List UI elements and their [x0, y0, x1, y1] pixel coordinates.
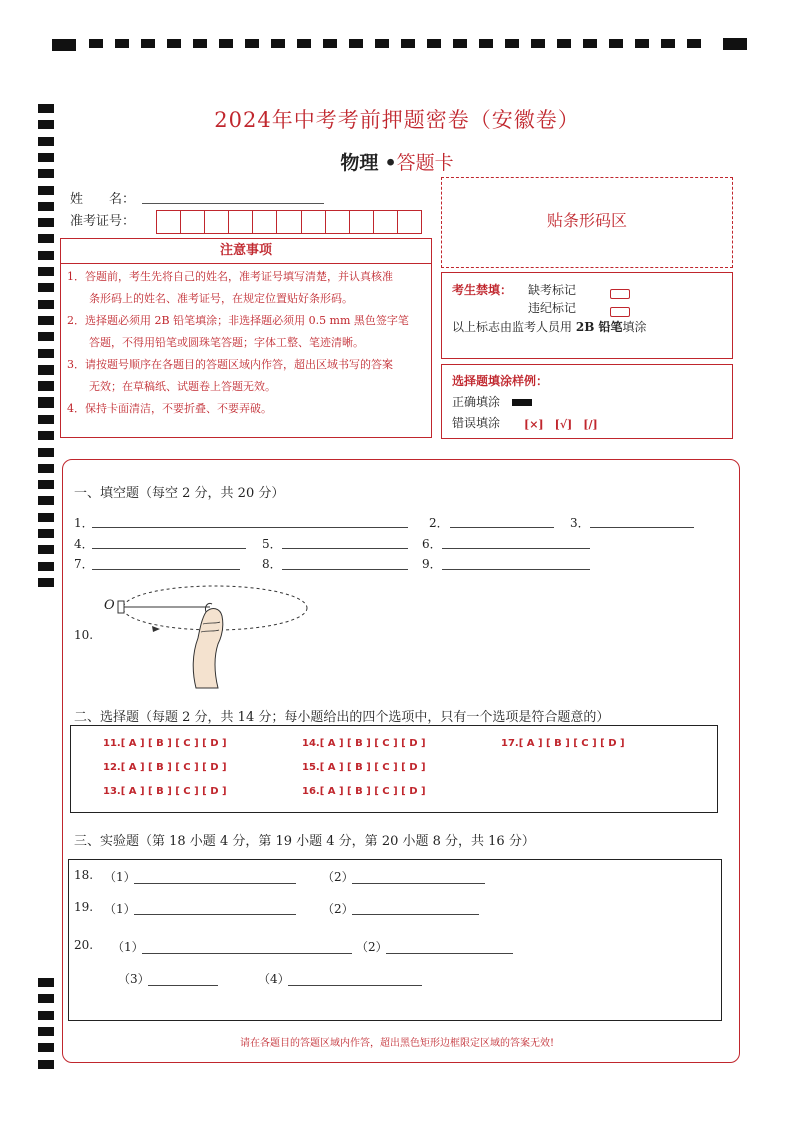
choice-options[interactable]: [ A ] [ B ] [ C ] [ D ]	[319, 738, 426, 749]
subtitle-card: 答题卡	[396, 152, 454, 174]
q20-part2-line[interactable]	[386, 953, 513, 954]
subtitle	[0, 148, 794, 175]
fill-label-9: 9．	[422, 557, 442, 571]
name-field[interactable]	[142, 203, 324, 204]
q18-label: 18.	[74, 868, 94, 882]
fill-label-3: 3．	[570, 516, 590, 530]
fill-line-7[interactable]	[92, 569, 240, 570]
timing-mark	[38, 431, 54, 440]
timing-mark	[38, 283, 54, 292]
q19-label: 19.	[74, 900, 94, 914]
q20-part3-line[interactable]	[148, 985, 218, 986]
q20-part2-label: （2）	[356, 940, 388, 954]
timing-mark	[38, 218, 54, 227]
choice-options[interactable]: [ A ] [ B ] [ C ] [ D ]	[319, 786, 426, 797]
fill-label-10: 10.	[74, 628, 94, 642]
choice-num: 14.	[302, 738, 320, 749]
notice-item: 4．保持卡面清洁，不要折叠、不要弄破。	[67, 402, 272, 415]
q19-part1-line[interactable]	[134, 914, 296, 915]
choice-num: 12.	[103, 762, 121, 773]
choice-row-13[interactable]	[103, 786, 227, 797]
notice-item: 无效；在草稿纸、试题卷上答题无效。	[67, 380, 276, 393]
question10-figure	[100, 582, 310, 694]
timing-mark	[38, 464, 54, 473]
fill-line-3[interactable]	[590, 527, 694, 528]
fill-label-2: 2．	[429, 516, 449, 530]
ban-note-pre: 以上标志由监考人员用	[452, 320, 573, 334]
timing-mark	[38, 366, 54, 375]
fill-line-6[interactable]	[442, 548, 590, 549]
correct-fill-label: 正确填涂	[452, 395, 501, 409]
q18-part1-label: （1）	[104, 870, 136, 884]
choice-options[interactable]: [ A ] [ B ] [ C ] [ D ]	[319, 762, 426, 773]
timing-mark	[38, 332, 54, 341]
timing-mark	[38, 267, 54, 276]
fill-label-8: 8．	[262, 557, 282, 571]
q20-part3-label: （3）	[118, 972, 150, 986]
absent-mark-box[interactable]	[610, 283, 630, 302]
fill-line-5[interactable]	[282, 548, 408, 549]
section1-heading: 一、填空题（每空 2 分，共 20 分）	[74, 486, 285, 501]
wrong-fill-label: 错误填涂	[452, 416, 501, 430]
q19-part2-line[interactable]	[352, 914, 479, 915]
ban-note-post: 填涂	[622, 320, 647, 334]
timing-mark	[38, 529, 54, 538]
choice-row-16[interactable]	[302, 786, 426, 797]
timing-mark	[38, 251, 54, 260]
ban-note-bold: 2B 铅笔	[575, 320, 623, 334]
timing-mark	[38, 1011, 54, 1020]
absent-mark-label: 缺考标记	[528, 283, 577, 297]
ban-label: 考生禁填：	[452, 283, 513, 297]
timing-mark	[38, 300, 54, 309]
barcode-area[interactable]	[441, 177, 733, 268]
choice-num: 15.	[302, 762, 320, 773]
timing-mark	[38, 415, 54, 424]
timing-mark	[38, 202, 54, 211]
q18-part2-label: （2）	[322, 870, 354, 884]
fill-line-9[interactable]	[442, 569, 590, 570]
choice-row-14[interactable]	[302, 738, 426, 749]
choice-options[interactable]: [ A ] [ B ] [ C ] [ D ]	[120, 762, 227, 773]
timing-mark	[38, 316, 54, 325]
choice-num: 17.	[501, 738, 519, 749]
fill-example-box	[441, 364, 733, 439]
choice-options[interactable]: [ A ] [ B ] [ C ] [ D ]	[120, 738, 227, 749]
notice-item: 条形码上的姓名、准考证号，在规定位置贴好条形码。	[67, 292, 353, 305]
notice-item: 1．答题前，考生先将自己的姓名，准考证号填写清楚，并认真核准	[67, 270, 393, 283]
choice-row-17[interactable]	[501, 738, 625, 749]
violation-mark-label: 违纪标记	[528, 301, 577, 315]
section2-heading: 二、选择题（每题 2 分，共 14 分；每小题给出的四个选项中，只有一个选项是符合题意的）	[74, 710, 610, 725]
q20-part1-label: （1）	[112, 940, 144, 954]
timing-mark	[38, 399, 54, 408]
timing-mark	[38, 978, 54, 987]
footer-warning: 请在各题目的答题区域内作答，超出黑色矩形边框限定区域的答案无效!	[239, 1038, 555, 1049]
timing-mark	[38, 562, 54, 571]
choice-num: 13.	[103, 786, 121, 797]
timing-mark	[38, 1060, 54, 1069]
timing-mark	[38, 349, 54, 358]
choice-num: 11.	[103, 738, 121, 749]
q20-part4-line[interactable]	[288, 985, 422, 986]
section3-heading: 三、实验题（第 18 小题 4 分，第 19 小题 4 分，第 20 小题 8 分，共 16 分）	[74, 834, 535, 849]
subtitle-dot: •	[384, 152, 397, 174]
notice-box	[60, 238, 432, 438]
figure-point-o: O	[104, 598, 115, 613]
choice-num: 16.	[302, 786, 320, 797]
ban-note	[452, 318, 647, 335]
notice-heading: 注意事项	[61, 239, 431, 264]
timing-mark	[38, 186, 54, 195]
wrong-fill-samples: [×] [√] [/]	[524, 418, 598, 431]
notice-item: 2．选择题必须用 2B 铅笔填涂；非选择题必须用 0.5 mm 黑色签字笔	[67, 314, 409, 327]
notice-item: 答题，不得用铅笔或圆珠笔答题；字体工整、笔迹清晰。	[67, 336, 364, 349]
choice-row-11[interactable]	[103, 738, 227, 749]
timing-mark	[38, 480, 54, 489]
notice-item: 3．请按题号顺序在各题目的答题区域内作答，超出区域书写的答案	[67, 358, 393, 371]
timing-mark	[38, 496, 54, 505]
timing-mark	[38, 578, 54, 587]
barcode-label: 贴条形码区	[546, 211, 627, 230]
fill-label-5: 5．	[262, 537, 282, 551]
timing-mark	[38, 545, 54, 554]
fill-label-1: 1．	[74, 516, 94, 530]
fill-line-8[interactable]	[282, 569, 408, 570]
choice-row-15[interactable]	[302, 762, 426, 773]
choice-row-12[interactable]	[103, 762, 227, 773]
q18-part1-line[interactable]	[134, 883, 296, 884]
fill-line-4[interactable]	[92, 548, 246, 549]
timing-mark	[38, 137, 54, 146]
correct-fill-sample	[512, 399, 532, 406]
examiner-only-box	[441, 272, 733, 359]
fill-label-6: 6．	[422, 537, 442, 551]
choice-options[interactable]: [ A ] [ B ] [ C ] [ D ]	[518, 738, 625, 749]
q18-part2-line[interactable]	[352, 883, 485, 884]
name-label: 姓 名：	[70, 192, 136, 207]
timing-mark	[38, 234, 54, 243]
id-number-boxes[interactable]	[156, 210, 422, 234]
fill-label-7: 7．	[74, 557, 94, 571]
id-label: 准考证号：	[70, 214, 136, 229]
page-title: 2024年中考考前押题密卷（安徽卷）	[214, 108, 580, 132]
q19-part2-label: （2）	[322, 902, 354, 916]
q19-part1-label: （1）	[104, 902, 136, 916]
timing-mark	[38, 994, 54, 1003]
q20-part1-line[interactable]	[142, 953, 352, 954]
q20-label: 20.	[74, 938, 94, 952]
fill-line-1[interactable]	[92, 527, 408, 528]
timing-mark	[38, 382, 54, 391]
example-title: 选择题填涂样例：	[452, 374, 549, 388]
fill-label-4: 4．	[74, 537, 94, 551]
q20-part4-label: （4）	[258, 972, 290, 986]
subject-name: 物理	[340, 152, 379, 174]
timing-mark	[38, 448, 54, 457]
timing-mark	[38, 513, 54, 522]
choice-options[interactable]: [ A ] [ B ] [ C ] [ D ]	[120, 786, 227, 797]
fill-line-2[interactable]	[450, 527, 554, 528]
